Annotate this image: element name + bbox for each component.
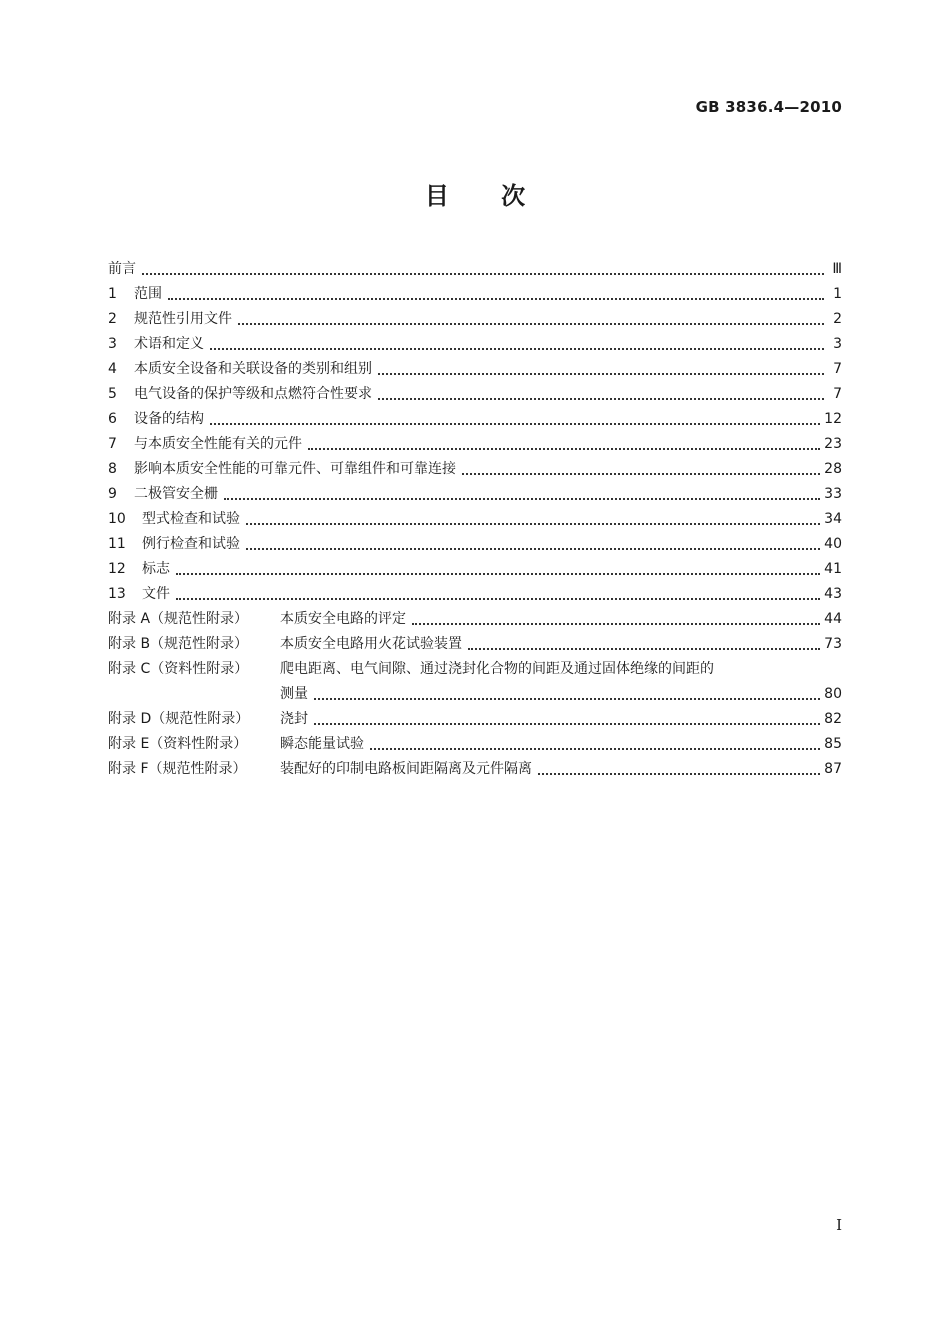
toc-entry[interactable] xyxy=(108,732,842,757)
toc-entry-label xyxy=(108,507,240,532)
toc-entry-number: 10 xyxy=(108,511,126,527)
toc-entry-title: 标志 xyxy=(142,561,170,577)
toc-leader-dots xyxy=(370,748,820,750)
toc-page-number: 34 xyxy=(824,511,842,527)
page-title: 目 次 xyxy=(424,182,526,210)
toc-leader-dots xyxy=(462,473,820,475)
toc-entry-title: 设备的结构 xyxy=(134,411,204,427)
toc-page-number: 87 xyxy=(824,761,842,777)
toc-entry-title: 术语和定义 xyxy=(134,336,204,352)
toc-leader-dots xyxy=(378,398,824,400)
toc-entry-label xyxy=(108,632,462,657)
toc-entry-label xyxy=(108,657,714,682)
toc-entry[interactable] xyxy=(108,757,842,782)
toc-entry[interactable] xyxy=(108,382,842,407)
toc-leader-dots xyxy=(538,773,820,775)
toc-annex-label: 附录 E（资料性附录） xyxy=(108,736,248,752)
toc-entry-label xyxy=(108,682,308,707)
toc-entry[interactable] xyxy=(108,632,842,657)
toc-entry[interactable] xyxy=(108,682,842,707)
toc-leader-dots xyxy=(210,423,820,425)
toc-leader-dots xyxy=(176,573,820,575)
toc-entry[interactable] xyxy=(108,507,842,532)
toc-page-number: Ⅲ xyxy=(832,261,842,277)
toc-page-number: 1 xyxy=(833,286,842,302)
toc-entry-label xyxy=(108,532,240,557)
toc-entry-label xyxy=(108,282,162,307)
toc-leader-dots xyxy=(210,348,824,350)
toc-entry-title: 瞬态能量试验 xyxy=(280,736,364,752)
toc-entry-title: 二极管安全栅 xyxy=(134,486,218,502)
toc-entry-label xyxy=(108,707,308,732)
toc-leader-dots xyxy=(176,598,820,600)
toc-page-number: 85 xyxy=(824,736,842,752)
toc-entry-label xyxy=(108,357,372,382)
toc-entry-title: 爬电距离、电气间隙、通过浇封化合物的间距及通过固体绝缘的间距的 xyxy=(280,661,714,677)
toc-entry-title: 规范性引用文件 xyxy=(134,311,232,327)
toc-entry-title: 与本质安全性能有关的元件 xyxy=(134,436,302,452)
toc-entry-title: 影响本质安全性能的可靠元件、可靠组件和可靠连接 xyxy=(134,461,456,477)
toc-entry-label xyxy=(108,607,406,632)
toc-page-number: 82 xyxy=(824,711,842,727)
toc-annex-label: 附录 F（规范性附录） xyxy=(108,761,247,777)
table-of-contents xyxy=(108,257,842,782)
toc-page-number: 40 xyxy=(824,536,842,552)
toc-entry-title: 浇封 xyxy=(280,711,308,727)
toc-entry-label xyxy=(108,557,170,582)
toc-entry-title: 范围 xyxy=(134,286,162,302)
page-number: I xyxy=(836,1216,842,1234)
toc-page-number: 33 xyxy=(824,486,842,502)
toc-entry-number: 9 xyxy=(108,486,117,502)
toc-entry-label xyxy=(108,757,532,782)
toc-entry-title: 例行检查和试验 xyxy=(142,536,240,552)
toc-page-number: 73 xyxy=(824,636,842,652)
toc-entry-label xyxy=(108,457,456,482)
toc-entry-label xyxy=(108,407,204,432)
toc-entry[interactable] xyxy=(108,607,842,632)
toc-page-number: 43 xyxy=(824,586,842,602)
toc-entry-label xyxy=(108,432,302,457)
toc-annex-indent xyxy=(108,682,280,707)
toc-annex-label: 附录 D（规范性附录） xyxy=(108,711,250,727)
toc-entry-number: 13 xyxy=(108,586,126,602)
toc-entry[interactable] xyxy=(108,707,842,732)
toc-entry-number: 6 xyxy=(108,411,117,427)
toc-entry-label xyxy=(108,382,372,407)
toc-annex-label: 附录 C（资料性附录） xyxy=(108,661,249,677)
toc-leader-dots xyxy=(378,373,824,375)
toc-leader-dots xyxy=(314,723,820,725)
toc-leader-dots xyxy=(246,523,820,525)
toc-entry-title: 本质安全电路的评定 xyxy=(280,611,406,627)
toc-page-number: 44 xyxy=(824,611,842,627)
toc-page-number: 23 xyxy=(824,436,842,452)
toc-leader-dots xyxy=(468,648,820,650)
toc-entry-title: 本质安全设备和关联设备的类别和组别 xyxy=(134,361,372,377)
toc-leader-dots xyxy=(308,448,820,450)
toc-entry[interactable] xyxy=(108,307,842,332)
toc-entry-number: 4 xyxy=(108,361,117,377)
toc-entry-number: 5 xyxy=(108,386,117,402)
toc-entry[interactable] xyxy=(108,257,842,282)
toc-entry-title: 装配好的印制电路板间距隔离及元件隔离 xyxy=(280,761,532,777)
standard-code: GB 3836.4—2010 xyxy=(695,98,842,116)
toc-entry[interactable] xyxy=(108,407,842,432)
toc-page-number: 41 xyxy=(824,561,842,577)
toc-entry-title: 型式检查和试验 xyxy=(142,511,240,527)
toc-entry-label xyxy=(108,332,204,357)
toc-entry-title: 前言 xyxy=(108,261,136,277)
toc-entry[interactable] xyxy=(108,432,842,457)
toc-entry[interactable] xyxy=(108,282,842,307)
toc-entry[interactable] xyxy=(108,457,842,482)
toc-page-number: 7 xyxy=(833,386,842,402)
toc-leader-dots xyxy=(314,698,820,700)
toc-entry[interactable] xyxy=(108,482,842,507)
toc-entry-number: 2 xyxy=(108,311,117,327)
toc-entry-number: 1 xyxy=(108,286,117,302)
toc-page-number: 2 xyxy=(833,311,842,327)
toc-entry-title: 电气设备的保护等级和点燃符合性要求 xyxy=(134,386,372,402)
toc-leader-dots xyxy=(142,273,824,275)
toc-entry[interactable] xyxy=(108,332,842,357)
toc-entry[interactable] xyxy=(108,557,842,582)
toc-entry-number: 8 xyxy=(108,461,117,477)
toc-annex-label: 附录 B（规范性附录） xyxy=(108,636,249,652)
toc-entry-label xyxy=(108,732,364,757)
toc-entry-number: 3 xyxy=(108,336,117,352)
toc-page-number: 3 xyxy=(833,336,842,352)
toc-entry-label xyxy=(108,482,218,507)
toc-page-number: 7 xyxy=(833,361,842,377)
toc-leader-dots xyxy=(238,323,824,325)
toc-leader-dots xyxy=(224,498,820,500)
toc-page-number: 28 xyxy=(824,461,842,477)
toc-entry-title: 本质安全电路用火花试验装置 xyxy=(280,636,462,652)
toc-entry[interactable] xyxy=(108,532,842,557)
toc-entry-number: 7 xyxy=(108,436,117,452)
toc-entry[interactable] xyxy=(108,582,842,607)
toc-entry-number: 11 xyxy=(108,536,126,552)
toc-page-number: 80 xyxy=(824,686,842,702)
toc-leader-dots xyxy=(168,298,824,300)
toc-entry[interactable] xyxy=(108,357,842,382)
toc-entry-label xyxy=(108,307,232,332)
toc-entry-label xyxy=(108,582,170,607)
toc-entry[interactable] xyxy=(108,657,842,682)
toc-entry-label xyxy=(108,257,136,282)
toc-annex-label: 附录 A（规范性附录） xyxy=(108,611,249,627)
toc-entry-number: 12 xyxy=(108,561,126,577)
toc-entry-title: 文件 xyxy=(142,586,170,602)
toc-entry-title: 测量 xyxy=(280,686,308,702)
toc-leader-dots xyxy=(412,623,820,625)
toc-page-number: 12 xyxy=(824,411,842,427)
toc-leader-dots xyxy=(246,548,820,550)
